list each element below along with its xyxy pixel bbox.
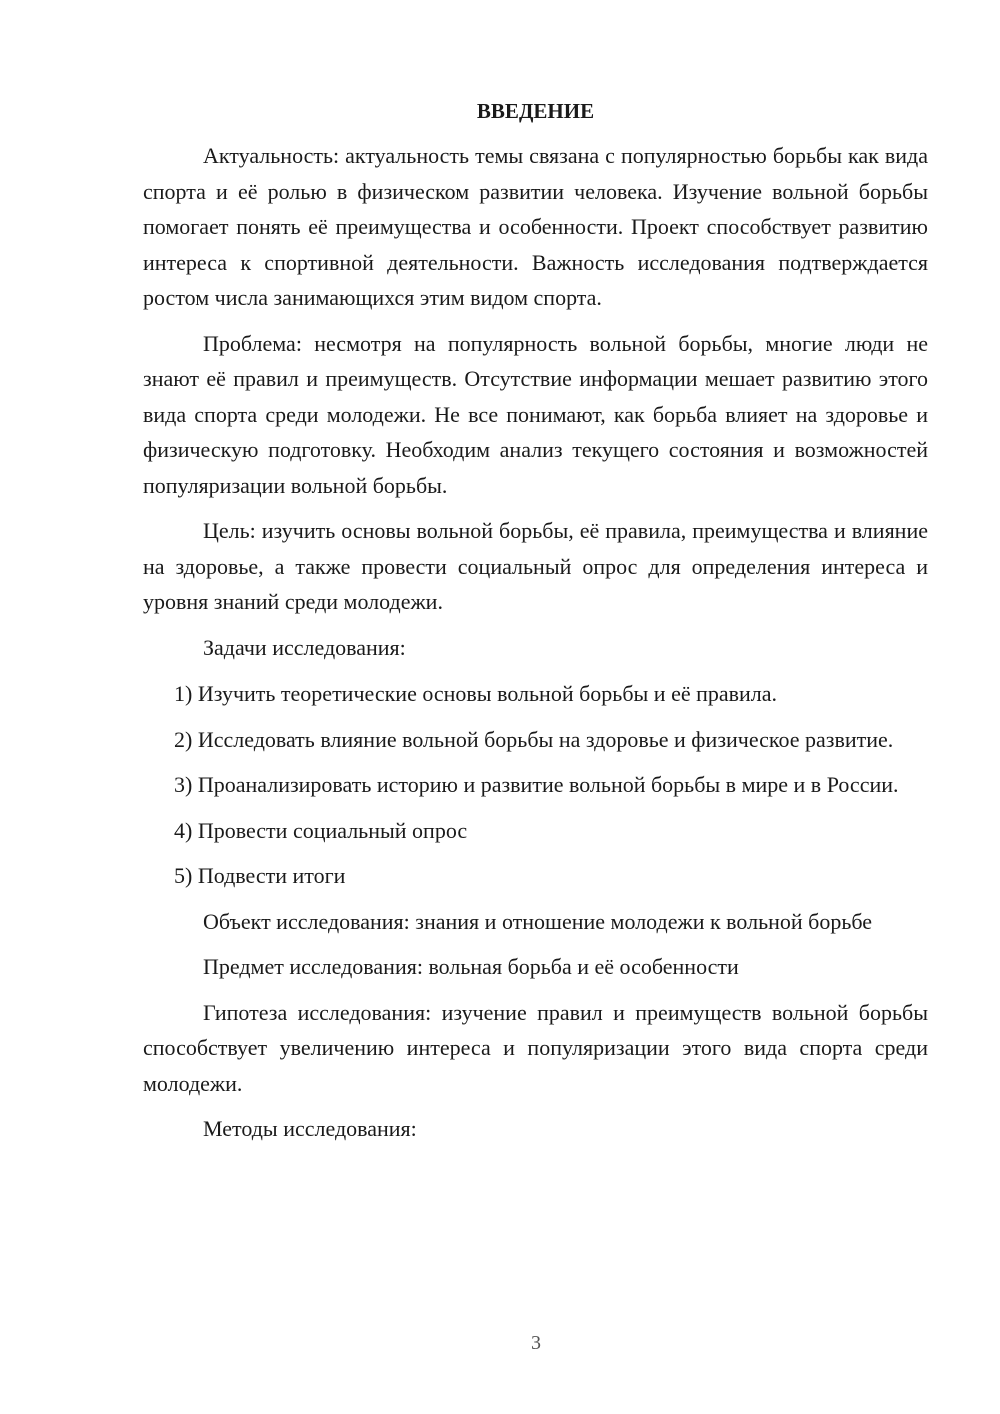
methods-heading: Методы исследования: [203, 1116, 417, 1141]
problem-paragraph: Проблема: несмотря на популярность вольной борьбы, многие люди не знают её правил и преимуществ. Отсутствие информации мешает развитию этого вида спорта среди молодежи. Не все понимают, как борьба влияет на здоровье и физическую подготовку. Необходим анализ текущего состояния и возможностей популяризации вольной борьбы. [143, 330, 928, 498]
hypothesis-paragraph: Гипотеза исследования: изучение правил и преимуществ вольной борьбы способствует увеличению интереса и популяризации этого вида спорта среди молодежи. [143, 999, 928, 1096]
tasks-heading: Задачи исследования: [203, 634, 406, 660]
page-content [143, 96, 928, 1157]
page-title: ВВЕДЕНИЕ [476, 99, 595, 123]
task-item-1: 1) Изучить теоретические основы вольной борьбы и её правила. [174, 681, 778, 706]
page-number: 3 [531, 1332, 541, 1354]
goal-paragraph: Цель: изучить основы вольной борьбы, её правила, преимущества и влияние на здоровье, а также провести социальный опрос для определения интереса и уровня знаний среди молодежи. [143, 518, 928, 614]
task-item-4: 4) Провести социальный опрос [174, 817, 468, 843]
relevance-paragraph: Актуальность: актуальность темы связана с популярностью борьбы как вида спорта и её ролью в физическом развитии человека. Изучение вольной борьбы помогает понять её преимущества и особенности. Проект способствует развитию интереса к спортивной деятельности. Важность исследования подтверждается ростом числа занимающихся этим видом спорта. [143, 143, 928, 310]
task-item-3: 3) Проанализировать историю и развитие вольной борьбы в мире и в России. [174, 772, 899, 797]
object-paragraph: Объект исследования: знания и отношение молодежи к вольной борьбе [203, 908, 873, 934]
subject-paragraph: Предмет исследования: вольная борьба и её особенности [203, 954, 739, 979]
task-item-5: 5) Подвести итоги [174, 863, 346, 888]
task-item-2: 2) Исследовать влияние вольной борьбы на здоровье и физическое развитие. [174, 726, 894, 752]
tasks-list [143, 676, 928, 894]
